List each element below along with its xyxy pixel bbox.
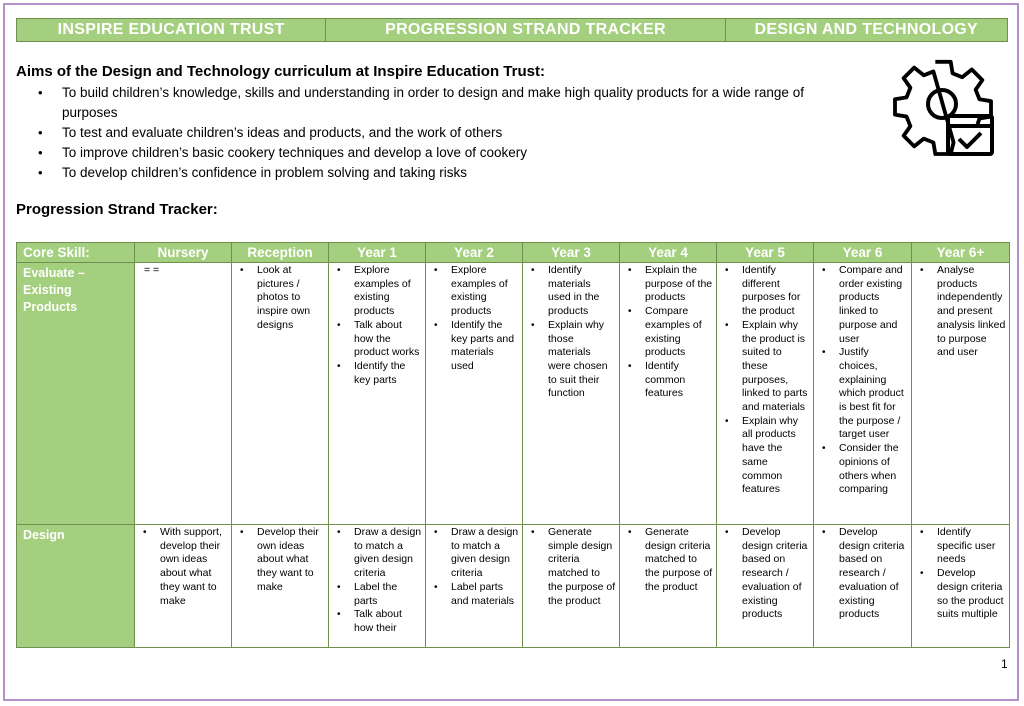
list-item: • Explain the purpose of the products (623, 264, 713, 305)
cell-bullet-list (915, 264, 1006, 360)
list-item: • Identify common features (623, 360, 713, 401)
table-cell (329, 525, 426, 648)
list-item: • Develop design criteria so the product suits multiple (915, 567, 1006, 622)
progression-table (16, 242, 1010, 648)
subject-title: DESIGN AND TECHNOLOGY (726, 19, 1007, 41)
cell-bullet-list (526, 264, 616, 401)
column-header: Core Skill: (17, 243, 135, 263)
table-cell (717, 525, 814, 648)
table-cell (523, 525, 620, 648)
table-cell (814, 525, 912, 648)
cell-bullet-list (623, 526, 713, 595)
list-item: • Generate design criteria matched to the purpose of the product (623, 526, 713, 595)
cell-bullet-list (915, 526, 1006, 622)
table-cell (426, 525, 523, 648)
cell-bullet-list (429, 264, 519, 374)
core-skill-cell: Design (17, 525, 135, 648)
aims-item: • To test and evaluate children’s ideas and products, and the work of others (38, 123, 858, 143)
column-header: Year 3 (523, 243, 620, 263)
cell-text: = = (144, 264, 160, 276)
list-item: • Identify the key parts (332, 360, 422, 387)
cell-bullet-list (429, 526, 519, 608)
table-cell (912, 263, 1010, 525)
column-header: Year 6 (814, 243, 912, 263)
list-item: • Talk about how the product works (332, 319, 422, 360)
column-header: Year 4 (620, 243, 717, 263)
table-cell (814, 263, 912, 525)
list-item: • Develop design criteria based on research / evaluation of existing products (817, 526, 908, 622)
list-item: • Justify choices, explaining which product is best fit for the purpose / target user (817, 346, 908, 442)
list-item: • Generate simple design criteria matched to the purpose of the product (526, 526, 616, 608)
column-header: Nursery (135, 243, 232, 263)
table-cell (329, 263, 426, 525)
gear-checklist-icon (893, 58, 997, 162)
column-header: Year 6+ (912, 243, 1010, 263)
table-cell (620, 263, 717, 525)
table-cell (523, 263, 620, 525)
cell-bullet-list (817, 264, 908, 497)
trust-name: INSPIRE EDUCATION TRUST (17, 19, 326, 41)
table-cell (232, 263, 329, 525)
list-item: • Draw a design to match a given design criteria (429, 526, 519, 581)
list-item: • Explain why all products have the same common features (720, 415, 810, 497)
table-cell (717, 263, 814, 525)
list-item: • Compare and order existing products linked to purpose and user (817, 264, 908, 346)
column-header: Year 1 (329, 243, 426, 263)
list-item: • Explain why those materials were chosen to suit their function (526, 319, 616, 401)
list-item: • Look at pictures / photos to inspire own designs (235, 264, 325, 333)
cell-bullet-list (138, 526, 228, 608)
table-cell (620, 525, 717, 648)
list-item: • Talk about how their (332, 608, 422, 635)
list-item: • Identify specific user needs (915, 526, 1006, 567)
column-header: Year 2 (426, 243, 523, 263)
strand-tracker-heading: Progression Strand Tracker: (16, 201, 218, 218)
page-number: 1 (1001, 657, 1008, 671)
aims-list (38, 83, 858, 183)
list-item: • Identify the key parts and materials used (429, 319, 519, 374)
cell-bullet-list (817, 526, 908, 622)
table-cell (135, 263, 232, 525)
list-item: • Identify materials used in the products (526, 264, 616, 319)
list-item: • Explore examples of existing products (332, 264, 422, 319)
aims-item: • To develop children’s confidence in problem solving and taking risks (38, 163, 858, 183)
aims-item: • To build children’s knowledge, skills and understanding in order to design and make high quality products for a wide range of purposes (38, 83, 858, 123)
tracker-title: PROGRESSION STRAND TRACKER (326, 19, 725, 41)
cell-bullet-list (720, 526, 810, 622)
aims-heading: Aims of the Design and Technology curriculum at Inspire Education Trust: (16, 63, 545, 80)
list-item: • Explain why the product is suited to these purposes, linked to parts and materials (720, 319, 810, 415)
title-banner (16, 18, 1008, 42)
list-item: • Label the parts (332, 581, 422, 608)
cell-bullet-list (623, 264, 713, 401)
aims-item: • To improve children’s basic cookery techniques and develop a love of cookery (38, 143, 858, 163)
list-item: • Label parts and materials (429, 581, 519, 608)
list-item: • Consider the opinions of others when comparing (817, 442, 908, 497)
cell-bullet-list (526, 526, 616, 608)
cell-bullet-list (720, 264, 810, 497)
table-row (17, 263, 1010, 525)
table-row (17, 525, 1010, 648)
column-header: Year 5 (717, 243, 814, 263)
table-cell (135, 525, 232, 648)
table-cell (912, 525, 1010, 648)
cell-bullet-list (235, 526, 325, 595)
table-cell (232, 525, 329, 648)
list-item: • Analyse products independently and present analysis linked to purpose and user (915, 264, 1006, 360)
cell-bullet-list (332, 526, 422, 636)
cell-bullet-list (332, 264, 422, 387)
list-item: • With support, develop their own ideas about what they want to make (138, 526, 228, 608)
cell-bullet-list (235, 264, 325, 333)
list-item: • Identify different purposes for the product (720, 264, 810, 319)
list-item: • Compare examples of existing products (623, 305, 713, 360)
core-skill-cell: Evaluate – Existing Products (17, 263, 135, 525)
list-item: • Develop their own ideas about what they want to make (235, 526, 325, 595)
column-header: Reception (232, 243, 329, 263)
list-item: • Explore examples of existing products (429, 264, 519, 319)
table-header-row (17, 243, 1010, 263)
list-item: • Draw a design to match a given design criteria (332, 526, 422, 581)
list-item: • Develop design criteria based on research / evaluation of existing products (720, 526, 810, 622)
table-cell (426, 263, 523, 525)
